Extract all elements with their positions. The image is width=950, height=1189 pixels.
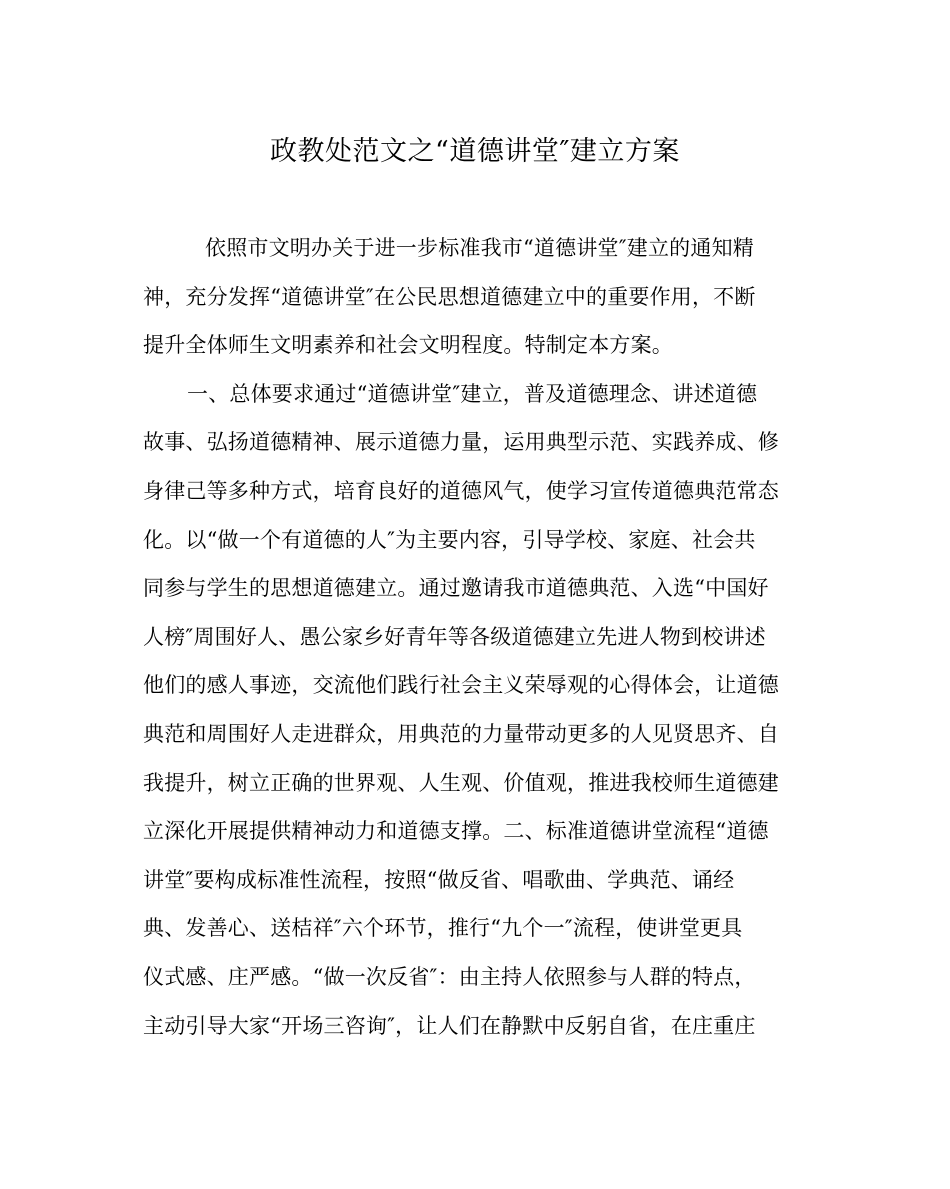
body-line: 他们的感人事迹，交流他们践行社会主义荣辱观的心得体会，让道德 bbox=[143, 673, 779, 698]
body-line: 神，充分发挥“道德讲堂″在公民思想道德建立中的重要作用，不断 bbox=[143, 284, 756, 309]
body-line: 人榜″周围好人、愚公家乡好青年等各级道德建立先进人物到校讲述 bbox=[143, 624, 766, 649]
body-line: 典范和周围好人走进群众，用典范的力量带动更多的人见贤思齐、自 bbox=[143, 721, 779, 746]
body-line: 同参与学生的思想道德建立。通过邀请我市道德典范、入选“中国好 bbox=[143, 576, 769, 601]
document-body bbox=[143, 224, 823, 1050]
body-line: 我提升，树立正确的世界观、人生观、价值观，推进我校师生道德建 bbox=[143, 770, 779, 795]
body-line: 依照市文明办关于进一步标准我市“道德讲堂″建立的通知精 bbox=[205, 236, 754, 260]
body-line: 故事、弘扬道德精神、展示道德力量，运用典型示范、实践养成、修 bbox=[143, 430, 779, 455]
body-line: 身律己等多种方式，培育良好的道德风气，使学习宣传道德典范常态 bbox=[143, 478, 779, 503]
document-title: 政教处范文之“道德讲堂″建立方案 bbox=[270, 136, 680, 167]
body-line: 立深化开展提供精神动力和道德支撑。二、标准道德讲堂流程“道德 bbox=[143, 819, 769, 844]
body-line: 一、总体要求通过“道德讲堂″建立，普及道德理念、讲述道德 bbox=[187, 381, 758, 406]
body-line: 主动引导大家“开场三咨询″，让人们在静默中反躬自省，在庄重庄 bbox=[143, 1013, 756, 1038]
body-line: 讲堂″要构成标准性流程，按照“做反省、唱歌曲、学典范、诵经 bbox=[143, 867, 735, 892]
body-line: 仪式感、庄严感。“做一次反省″：由主持人依照参与人群的特点， bbox=[143, 964, 756, 989]
body-line: 化。以“做一个有道德的人″为主要内容，引导学校、家庭、社会共 bbox=[143, 527, 756, 552]
body-line: 提升全体师生文明素养和社会文明程度。特制定本方案。 bbox=[143, 333, 673, 358]
body-line: 典、发善心、送桔祥″六个环节，推行“九个一″流程，使讲堂更具 bbox=[143, 916, 743, 941]
